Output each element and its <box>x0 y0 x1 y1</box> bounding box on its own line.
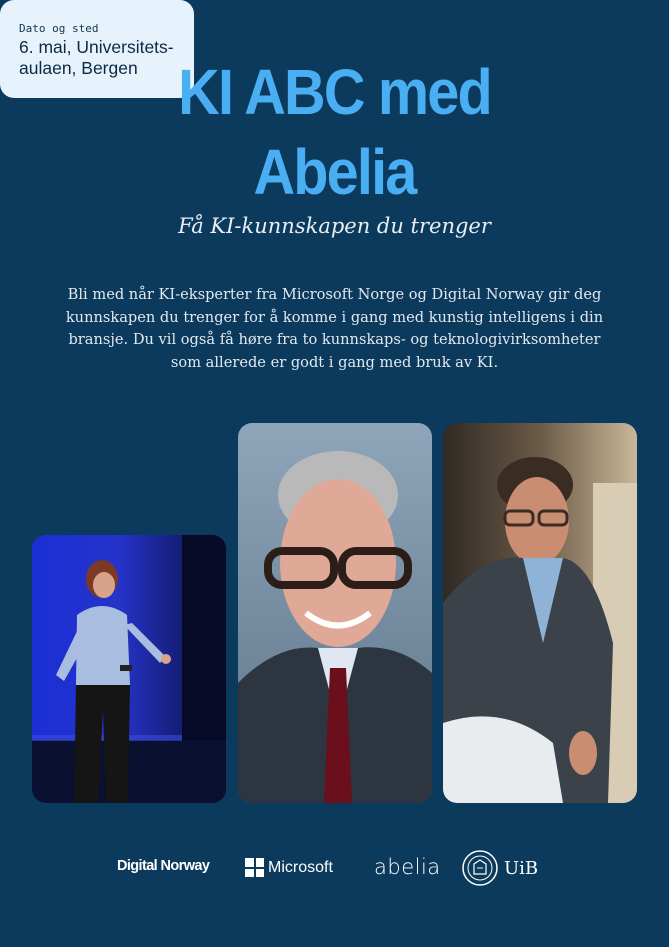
microsoft-grid-icon <box>245 858 264 877</box>
subtitle: Få KI-kunnskapen du trenger <box>178 214 491 238</box>
digital-norway-logo <box>117 858 209 874</box>
event-info-label: Dato og sted <box>19 22 99 35</box>
microsoft-logo <box>245 858 333 877</box>
event-info-value: 6. mai, Universitets-aulaen, Bergen <box>19 37 174 78</box>
title-line-2: Abelia <box>253 136 416 208</box>
speaker-photo <box>32 535 226 803</box>
portrait-photo-2 <box>443 423 637 803</box>
digital-norway-logo-text: Digital Norway <box>117 858 210 874</box>
partner-logos <box>0 848 669 892</box>
uib-seal-icon <box>462 850 498 886</box>
portrait-photo-1 <box>238 423 432 803</box>
title-line-1: KI ABC med <box>178 56 491 128</box>
microsoft-logo-text: Microsoft <box>268 858 333 876</box>
abelia-logo <box>374 855 441 879</box>
uib-logo-text: UiB <box>504 857 539 879</box>
abelia-logo-text: abelia <box>374 855 441 879</box>
uib-logo <box>462 850 538 886</box>
intro-paragraph: Bli med når KI-eksperter fra Microsoft Norge og Digital Norway gir deg kunnskapen du trenger for å komme i gang med kunstig intelligens i din bransje. Du vil også få høre fra to kunnskaps- og teknologivirksomheter som allerede er godt i gang med bruk av KI. <box>65 286 604 371</box>
